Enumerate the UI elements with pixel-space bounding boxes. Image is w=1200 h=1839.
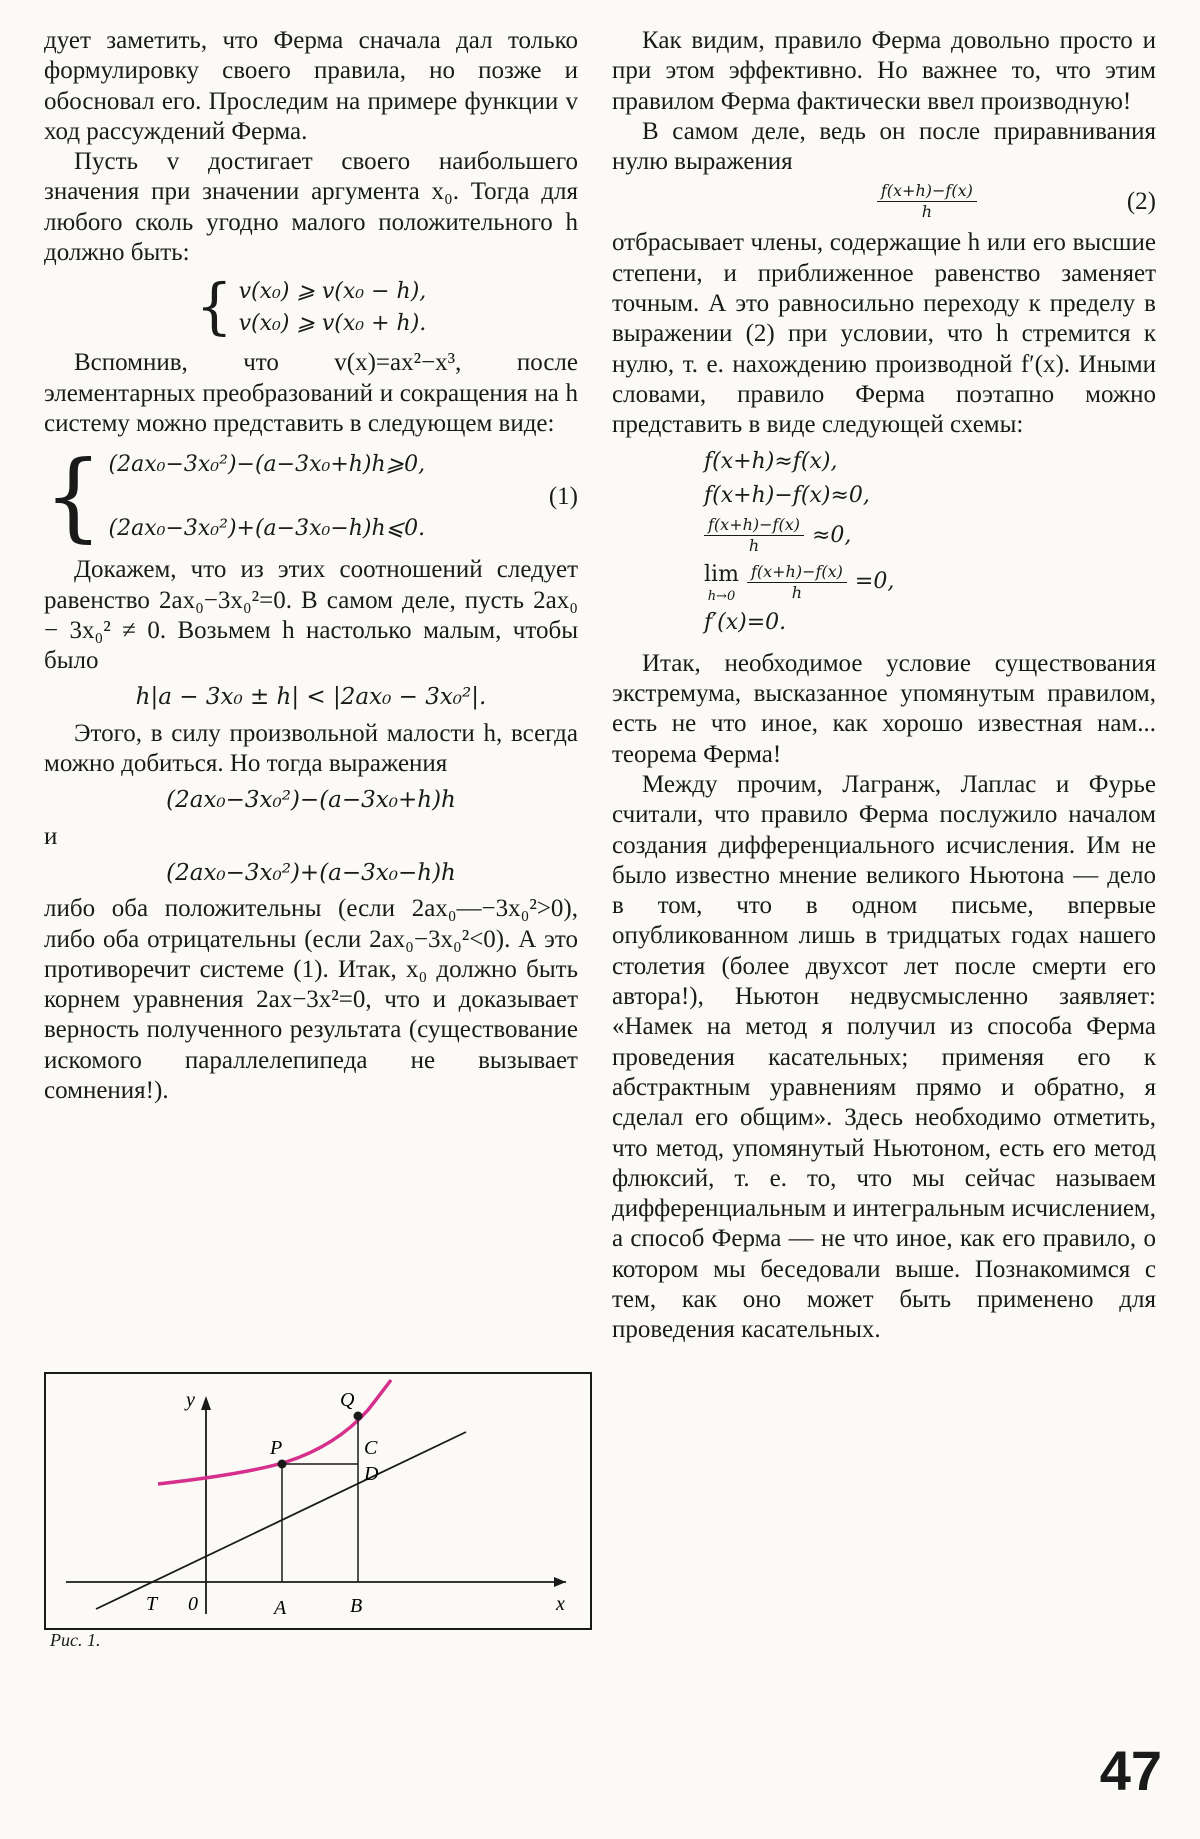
- label-x: x: [556, 1593, 565, 1615]
- y-axis-arrow-icon: [201, 1396, 211, 1410]
- inequality-system-0: [44, 270, 578, 342]
- label-Q: Q: [340, 1389, 355, 1411]
- label-A: A: [274, 1597, 287, 1619]
- figure-tangent-diagram: [44, 1372, 592, 1630]
- figure-caption: Рис. 1.: [50, 1630, 101, 1650]
- limit-fraction: [747, 562, 847, 603]
- label-P: P: [270, 1437, 283, 1459]
- label-C: C: [364, 1437, 378, 1459]
- system1-line-2: (2ax₀−3x₀²)+(a−3x₀−h)h⩽0.: [108, 516, 426, 542]
- system0-line-2: v(x₀) ⩾ v(x₀ + h).: [238, 311, 427, 337]
- fraction-denominator: h: [748, 536, 760, 556]
- right-paragraph-5: Между прочим, Лагранж, Лаплас и Фурье считали, что правило Ферма послужило началом создания дифференциального исчисления. Им не было известно мнение великого Ньютона — дело в том, что в одном письме, впервые опубликованном лишь в тридцатых годах нашего столетия (более двухсот лет после смерти его автора!), Ньютон недвусмысленно заявляет: «Намек на метод я получил из способа Ферма проведения касательных; применяя его к абстрактным уравнениям прямо и обратно, я сделал его общим». Здесь необходимо отметить, что метод, упомянутый Ньютоном, есть его метод флюксий, т. е. то, что мы сейчас называем дифференциальным и интегральным исчислением, а способ Ферма — не что иное, как его правило, о котором мы беседовали выше. Познакомимся с тем, как оно может быть применено для проведения касательных.: [612, 770, 1156, 1344]
- fraction-numerator: f(x+h)−f(x): [877, 181, 977, 202]
- right-column: [612, 26, 1156, 1346]
- limit-equals-zero: =0,: [854, 569, 895, 595]
- left-paragraph-4: Докажем, что из этих соотношений следует равенство 2ax₀−3x₀²=0. В самом деле, пусть 2ax₀ − 3x₀² ≠ 0. Возьмем h настолько малым, чтобы было: [44, 556, 578, 675]
- scheme-step-3: [704, 515, 1156, 556]
- right-paragraph-4: Итак, необходимое условие существования экстремума, высказанное упомянутым правилом, есть не что иное, как хорошо известная нам... теорема Ферма!: [612, 649, 1156, 768]
- limit-subscript: h→0: [707, 589, 736, 605]
- x-axis-arrow-icon: [554, 1577, 566, 1587]
- scheme-step-1: f(x+h)≈f(x),: [704, 448, 838, 474]
- tangent-diagram-svg: [46, 1374, 590, 1628]
- difference-quotient: [877, 181, 977, 222]
- fraction-numerator: f(x+h)−f(x): [747, 562, 847, 583]
- fermat-scheme: [704, 447, 1156, 639]
- right-paragraph-2: В самом деле, ведь он после приравнивания нулю выражения: [612, 117, 1156, 176]
- limit-operator: [704, 560, 739, 604]
- fraction-numerator: f(x+h)−f(x): [704, 515, 804, 536]
- limit-label: lim: [704, 562, 739, 588]
- left-column: [44, 26, 578, 1106]
- label-origin: 0: [188, 1593, 198, 1615]
- left-paragraph-3: Вспомнив, что v(x)=ax²−x³, после элементарных преобразований и сокращения на h систему можно представить в следующем виде:: [44, 349, 578, 437]
- page-number: 47: [1099, 1739, 1162, 1802]
- scheme-step-5: f′(x)=0.: [704, 610, 787, 636]
- system-brace: {: [44, 440, 103, 553]
- scheme-step-2: f(x+h)−f(x)≈0,: [704, 482, 870, 508]
- left-paragraph-6: либо оба положительны (если 2ax₀—−3x₀²>0), либо оба отрицательны (если 2ax₀−3x₀²<0). А это противоречит системе (1). Итак, x₀ должно быть корнем уравнения 2ax−3x²=0, что и доказывает верность полученного результата (существование искомого параллелепипеда не вызывает сомнения!).: [44, 895, 578, 1105]
- equation-number-2: (2): [1126, 187, 1156, 215]
- label-T: T: [146, 1593, 158, 1615]
- fraction-denominator: h: [791, 582, 803, 602]
- fraction-denominator: h: [921, 202, 932, 222]
- inequality-system-1: [44, 440, 578, 553]
- label-B: B: [350, 1595, 363, 1617]
- formula-2: [612, 181, 1156, 222]
- left-paragraph-5: Этого, в силу произвольной малости h, всегда можно добиться. Но тогда выражения: [44, 719, 578, 778]
- conjunction-and: и: [44, 822, 58, 850]
- right-paragraph-3: отбрасывает члены, содержащие h или его высшие степени, и приближенное равенство заменяет точным. А это равносильно переходу к пределу в выражении (2) при условии, что h стремится к нулю, т. е. нахождению производной f′(x). Иными словами, правило Ферма поэтапно можно представить в виде следующей схемы:: [612, 229, 1156, 439]
- system0-line-1: v(x₀) ⩾ v(x₀ − h),: [238, 279, 427, 305]
- point-P: [278, 1460, 287, 1469]
- left-paragraph-1: дует заметить, что Ферма сначала дал только формулировку своего правила, но позже и обосновал его. Проследим на примере функции v ход рассуждений Ферма.: [44, 27, 578, 145]
- equation-number-1: (1): [548, 483, 578, 511]
- scheme-fraction: [704, 515, 804, 556]
- expression-1: (2ax₀−3x₀²)−(a−3x₀+h)h: [166, 787, 456, 814]
- system-brace: {: [195, 270, 233, 342]
- scheme-step-4: [704, 560, 1156, 604]
- label-D: D: [364, 1463, 379, 1485]
- system1-line-1: (2ax₀−3x₀²)−(a−3x₀+h)h⩾0,: [108, 452, 426, 478]
- label-y: y: [186, 1389, 195, 1411]
- expression-2: (2ax₀−3x₀²)+(a−3x₀−h)h: [166, 859, 456, 886]
- scheme-approx-zero: ≈0,: [811, 522, 852, 548]
- inequality-h: h|a − 3x₀ ± h| < |2ax₀ − 3x₀²|.: [135, 684, 487, 711]
- point-Q: [354, 1412, 363, 1421]
- right-paragraph-1: Как видим, правило Ферма довольно просто и при этом эффективно. Но важнее то, что этим правилом Ферма фактически ввел производную!: [612, 27, 1156, 115]
- left-paragraph-2: Пусть v достигает своего наибольшего значения при значении аргумента x₀. Тогда для любого сколь угодно малого положительного h должно быть:: [44, 148, 578, 267]
